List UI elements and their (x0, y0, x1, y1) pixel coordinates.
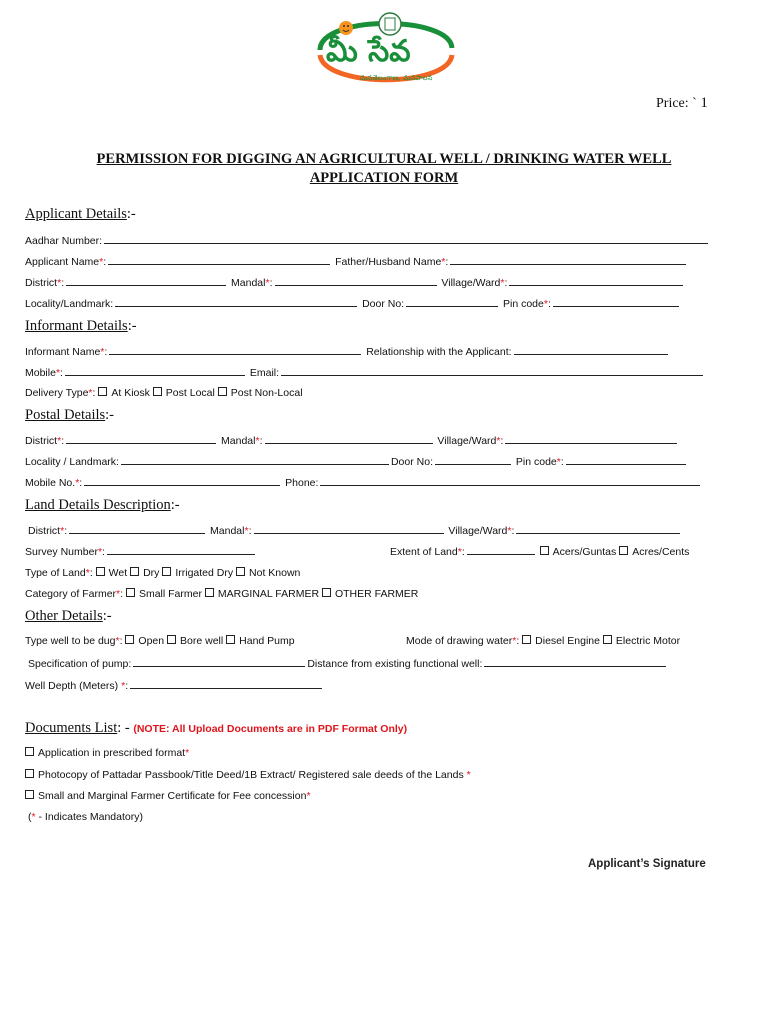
postal-phone-field[interactable] (320, 476, 700, 486)
price (656, 95, 708, 112)
postal-district-row: District*: Mandal*: Village/Ward*: (25, 434, 679, 447)
relationship-label: Relationship with the Applicant: (366, 346, 512, 358)
postal-mobile-label: Mobile No. (25, 477, 76, 489)
extent-label: Extent of Land (390, 546, 458, 558)
pump-row (28, 657, 668, 670)
land-notknown-label: Not Known (249, 567, 301, 579)
district-label: District (25, 277, 58, 289)
extent-acres-cents-label: Acres/Cents (632, 546, 690, 558)
document-item-1: Application in prescribed format* (25, 747, 189, 759)
applicant-signature: Applicant’s Signature (588, 858, 706, 870)
mandal-label: Mandal (231, 277, 266, 289)
postal-door-label: Door No: (390, 456, 433, 468)
village-label: Village/Ward (441, 277, 501, 289)
land-notknown-checkbox[interactable] (236, 567, 245, 576)
well-handpump-checkbox[interactable] (226, 635, 235, 644)
document-item-2: Photocopy of Pattadar Passbook/Title Deed/1B Extract/ Registered sale deeds of the Lands * (25, 769, 471, 781)
price-symbol: ` (692, 96, 697, 111)
postal-door-field[interactable] (435, 455, 511, 465)
marginal-farmer-checkbox[interactable] (205, 588, 214, 597)
doc-passbook-label: Photocopy of Pattadar Passbook/Title Deed/1B Extract/ Registered sale deeds of the Lands (38, 769, 467, 781)
section-other: Other Details:- (25, 608, 112, 624)
applicant-name-field[interactable] (108, 255, 330, 265)
mode-electric-checkbox[interactable] (603, 635, 612, 644)
form-title-line1: PERMISSION FOR DIGGING AN AGRICULTURAL WELL / DRINKING WATER WELL (96, 151, 672, 167)
applicant-locality-row: Locality/Landmark: Door No: Pin code*: (25, 297, 681, 310)
postal-locality-row: Locality / Landmark: Door No: Pin code*: (25, 455, 688, 468)
postal-mandal-label: Mandal (221, 435, 256, 447)
well-bore-label: Bore well (180, 635, 224, 647)
aadhar-field[interactable] (104, 234, 708, 244)
postal-mobile-row: Mobile No.*: Phone: (25, 476, 702, 489)
mode-diesel-label: Diesel Engine (535, 635, 600, 647)
land-type-row: Type of Land*: Wet Dry Irrigated Dry Not Known (25, 567, 301, 579)
pump-field[interactable] (133, 657, 305, 667)
informant-name-row: Informant Name*: Relationship with the Applicant: (25, 345, 670, 358)
well-type-row: Type well to be dug*: Open Bore well Hand Pump (25, 635, 295, 647)
doc-certificate-checkbox[interactable] (25, 790, 34, 799)
pincode-label: Pin code (503, 298, 544, 310)
mode-label: Mode of drawing water (406, 635, 513, 647)
pump-label: Specification of pump: (28, 658, 132, 670)
land-village-label: Village/Ward (448, 525, 508, 537)
land-irrigated-label: Irrigated Dry (175, 567, 234, 579)
doc-certificate-label: Small and Marginal Farmer Certificate for Fee concession (38, 790, 307, 802)
land-district-label: District (28, 525, 61, 537)
extent-field[interactable] (467, 545, 535, 555)
locality-label: Locality/Landmark: (25, 298, 114, 310)
delivery-label: Delivery Type (25, 387, 89, 399)
email-label: Email: (249, 367, 280, 379)
depth-field[interactable] (130, 679, 322, 689)
mode-row: Mode of drawing water*: Diesel Engine Electric Motor (406, 635, 681, 647)
well-type-label: Type well to be dug (25, 635, 116, 647)
price-label: Price: (656, 96, 689, 111)
land-mandal-label: Mandal (210, 525, 245, 537)
section-land: Land Details Description:- (25, 497, 180, 513)
extent-acres-guntas-checkbox[interactable] (540, 546, 549, 555)
mandatory-note: (* - Indicates Mandatory) (28, 811, 143, 823)
delivery-nonlocal-checkbox[interactable] (218, 387, 227, 396)
doc-passbook-checkbox[interactable] (25, 769, 34, 778)
doc-application-checkbox[interactable] (25, 747, 34, 756)
informant-name-label: Informant Name (25, 346, 101, 358)
survey-field[interactable] (107, 545, 255, 555)
depth-label: Well Depth (Meters) (25, 680, 122, 692)
applicant-name-label: Applicant Name (25, 256, 100, 268)
village-field[interactable] (509, 276, 683, 286)
meeseva-logo (310, 10, 460, 90)
locality-field[interactable] (115, 297, 357, 307)
father-name-field[interactable] (450, 255, 686, 265)
section-applicant: Applicant Details:- (25, 206, 136, 222)
door-label: Door No: (362, 298, 405, 310)
distance-field[interactable] (484, 657, 666, 667)
depth-row: Well Depth (Meters) *: (25, 679, 324, 692)
extent-acres-guntas-label: Acers/Guntas (552, 546, 617, 558)
documents-note: (NOTE: All Upload Documents are in PDF Format Only) (133, 723, 408, 735)
postal-pincode-field[interactable] (566, 455, 686, 465)
informant-name-field[interactable] (109, 345, 361, 355)
logo-tagline: మనతెలంగాణ, మనపాలన (360, 74, 433, 82)
doc-application-label: Application in prescribed format (38, 747, 186, 759)
delivery-kiosk-checkbox[interactable] (98, 387, 107, 396)
section-informant: Informant Details:- (25, 318, 137, 334)
land-district-row: District*: Mandal*: Village/Ward*: (28, 524, 682, 537)
small-farmer-checkbox[interactable] (126, 588, 135, 597)
land-mandal-field[interactable] (254, 524, 444, 534)
applicant-name-row: Applicant Name*: Father/Husband Name*: (25, 255, 688, 268)
aadhar-label: Aadhar Number: (25, 235, 103, 247)
price-value: 1 (700, 95, 708, 111)
district-field[interactable] (66, 276, 226, 286)
section-postal: Postal Details:- (25, 407, 115, 423)
well-open-label: Open (138, 635, 165, 647)
well-bore-checkbox[interactable] (167, 635, 176, 644)
delivery-local-checkbox[interactable] (153, 387, 162, 396)
postal-district-label: District (25, 435, 58, 447)
father-name-label: Father/Husband Name (335, 256, 442, 268)
survey-label: Survey Number (25, 546, 98, 558)
extent-row: Extent of Land*: Acers/Guntas Acres/Cents (390, 546, 690, 558)
mobile-field[interactable] (65, 366, 245, 376)
mode-diesel-checkbox[interactable] (522, 635, 531, 644)
delivery-row: Delivery Type*: At Kiosk Post Local Post Non-Local (25, 387, 303, 399)
other-farmer-checkbox[interactable] (322, 588, 331, 597)
well-handpump-label: Hand Pump (239, 635, 295, 647)
delivery-nonlocal-label: Post Non-Local (230, 387, 303, 399)
small-farmer-label: Small Farmer (138, 588, 202, 600)
pincode-field[interactable] (553, 297, 679, 307)
postal-mobile-field[interactable] (84, 476, 280, 486)
land-dry-label: Dry (143, 567, 160, 579)
section-documents: Documents List: - (NOTE: All Upload Documents are in PDF Format Only) (25, 720, 408, 736)
postal-phone-label: Phone: (285, 477, 319, 489)
postal-mandal-field[interactable] (265, 434, 433, 444)
extent-acres-cents-checkbox[interactable] (619, 546, 628, 555)
postal-village-field[interactable] (505, 434, 677, 444)
mandal-field[interactable] (275, 276, 437, 286)
email-field[interactable] (281, 366, 703, 376)
aadhar-row (25, 234, 710, 247)
farmer-category-label: Category of Farmer (25, 588, 117, 600)
logo-text: మీ సేవ (326, 34, 411, 69)
relationship-field[interactable] (514, 345, 668, 355)
mobile-label: Mobile (25, 367, 56, 379)
land-type-label: Type of Land (25, 567, 86, 579)
postal-locality-field[interactable] (121, 455, 389, 465)
postal-pincode-label: Pin code (515, 456, 557, 468)
document-item-3: Small and Marginal Farmer Certificate for Fee concession* (25, 790, 311, 802)
survey-row: Survey Number*: (25, 545, 257, 558)
land-village-field[interactable] (516, 524, 680, 534)
farmer-category-row: Category of Farmer*: Small Farmer MARGINAL FARMER OTHER FARMER (25, 588, 419, 600)
land-wet-label: Wet (108, 567, 128, 579)
land-wet-checkbox[interactable] (96, 567, 105, 576)
door-field[interactable] (406, 297, 498, 307)
form-title-line2: APPLICATION FORM (309, 170, 459, 186)
applicant-district-row: District*: Mandal*: Village/Ward*: (25, 276, 685, 289)
mode-electric-label: Electric Motor (615, 635, 681, 647)
marginal-farmer-label: MARGINAL FARMER (217, 588, 320, 600)
delivery-kiosk-label: At Kiosk (111, 387, 150, 399)
postal-village-label: Village/Ward (437, 435, 497, 447)
postal-locality-label: Locality / Landmark: (25, 456, 119, 468)
postal-district-field[interactable] (66, 434, 216, 444)
other-farmer-label: OTHER FARMER (334, 588, 419, 600)
land-district-field[interactable] (69, 524, 205, 534)
land-irrigated-checkbox[interactable] (162, 567, 171, 576)
informant-mobile-row: Mobile*: Email: (25, 366, 705, 379)
land-dry-checkbox[interactable] (130, 567, 139, 576)
well-open-checkbox[interactable] (125, 635, 134, 644)
delivery-local-label: Post Local (165, 387, 215, 399)
distance-label: Distance from existing functional well: (307, 658, 483, 670)
